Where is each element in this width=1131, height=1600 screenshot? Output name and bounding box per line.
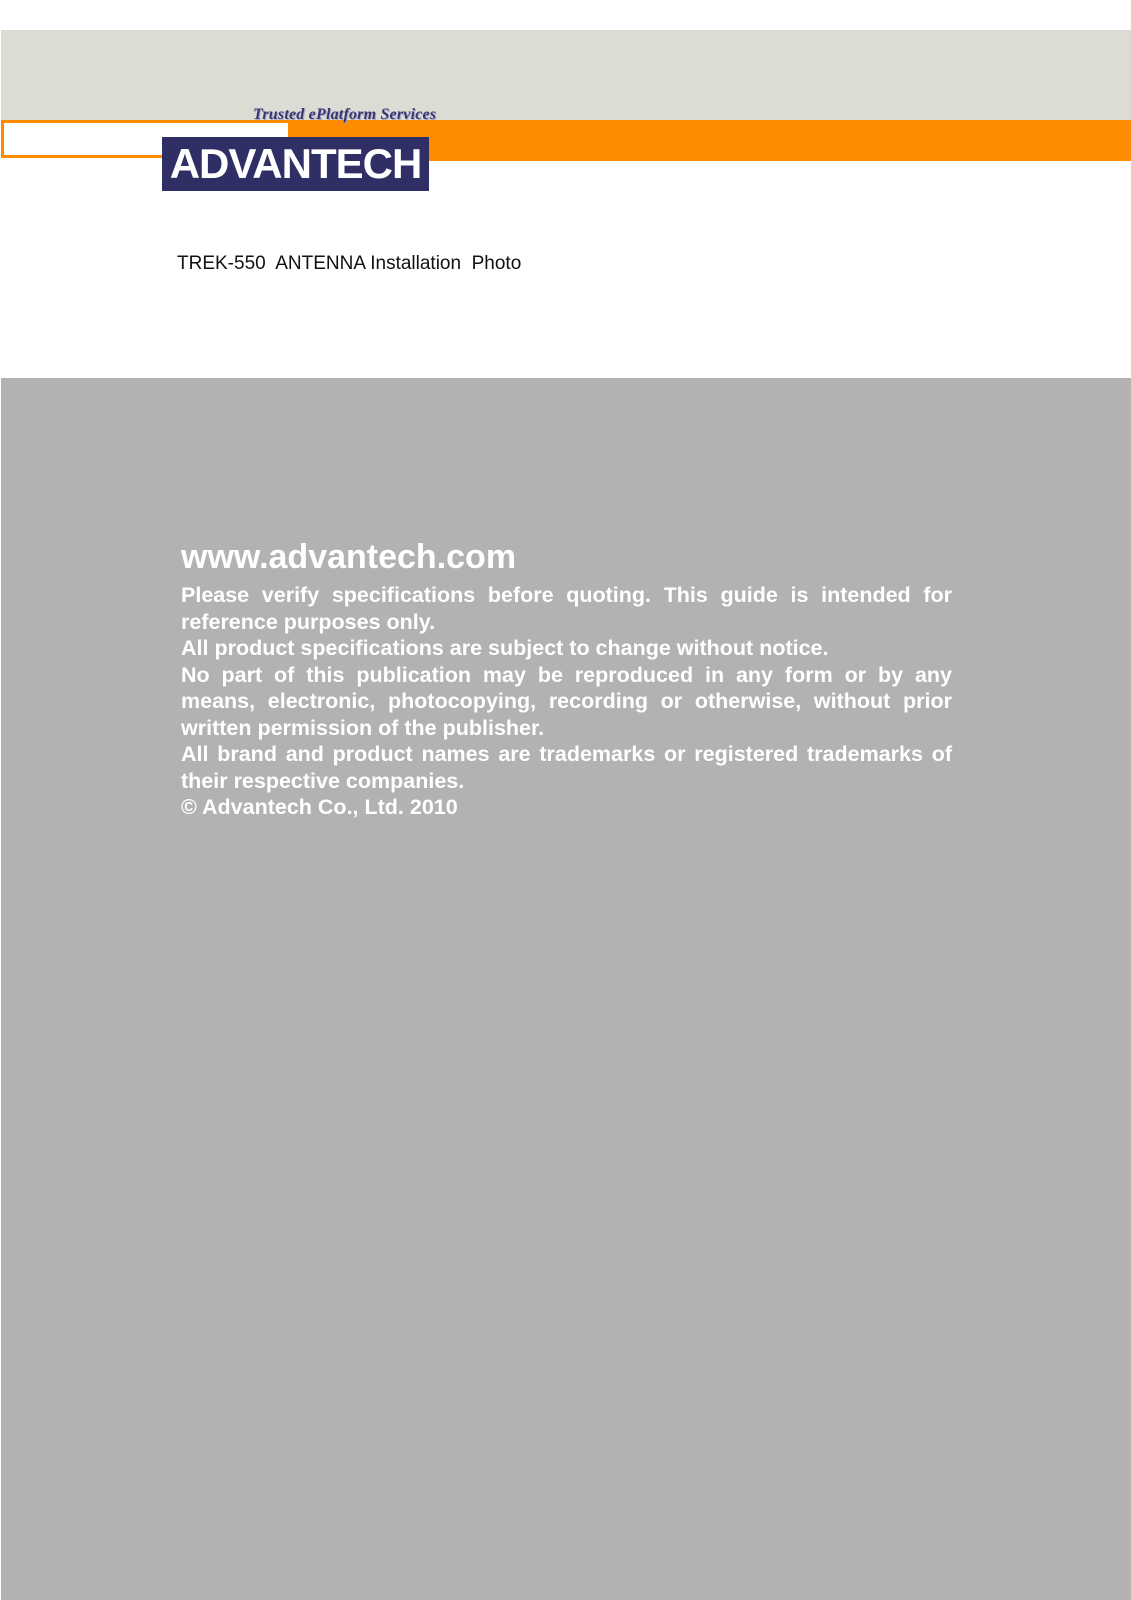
disclaimer-paragraph: No part of this publication may be reproduced in any form or by any means, electronic, photocopying, recording or otherwise, without prior written permission of the publisher. — [181, 662, 952, 740]
disclaimer-paragraph: All product specifications are subject to change without notice. — [181, 636, 829, 660]
document-title: TREK-550 ANTENNA Installation Photo — [177, 253, 522, 274]
tagline: Trusted ePlatform Services — [253, 106, 437, 123]
advantech-logo — [162, 137, 429, 191]
disclaimer-paragraph: Please verify specifications before quoting. This guide is intended for reference purposes only. — [181, 583, 952, 634]
footer-text-block — [181, 534, 952, 821]
copyright-notice: © Advantech Co., Ltd. 2010 — [181, 795, 458, 819]
website-url: www.advantech.com — [181, 538, 517, 576]
logo-text: ADVANTECH — [169, 140, 422, 187]
disclaimer-paragraph: All brand and product names are trademarks or registered trademarks of their respective companies. — [181, 742, 952, 793]
header-band — [1, 30, 1131, 120]
